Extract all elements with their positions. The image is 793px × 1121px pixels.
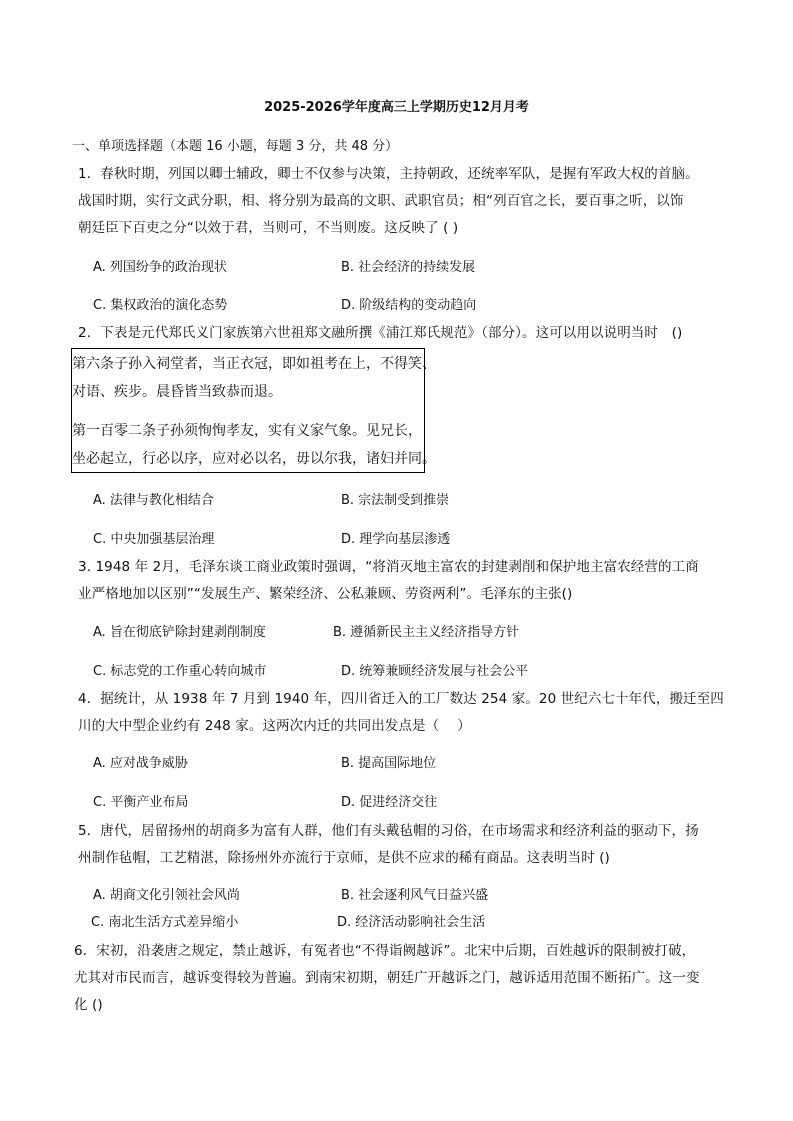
question-1-line-3: 朝廷臣下百吏之分“以效于君，当则可，不当则废。这反映了 ( )	[78, 220, 459, 236]
question-5-option-b[interactable]: B. 社会逐利风气日益兴盛	[341, 888, 489, 903]
question-2-option-d[interactable]: D. 理学向基层渗透	[341, 532, 451, 547]
question-4-line-1: 4．据统计，从 1938 年 7 月到 1940 年，四川省迁入的工厂数达 254 家。20 世纪六七十年代，搬迁至四	[78, 691, 724, 707]
question-3-option-d[interactable]: D. 统筹兼顾经济发展与社会公平	[341, 664, 529, 679]
question-6-line-1: 6．宋初，沿袭唐之规定，禁止越诉，有冤者也“不得诣阙越诉”。北宋中后期，百姓越诉的限制被打破，	[74, 943, 696, 959]
question-5-option-c[interactable]: C. 南北生活方式差异缩小	[91, 915, 239, 930]
question-4-option-d[interactable]: D. 促进经济交往	[341, 795, 438, 810]
question-5-line-1: 5．唐代，居留扬州的胡商多为富有人群，他们有头戴毡帽的习俗，在市场需求和经济利益的驱动下，扬	[78, 823, 699, 839]
quote-table	[71, 348, 436, 473]
question-2-line-1: 2．下表是元代郑氏义门家族第六世祖郑文融所撰《浦江郑氏规范》（部分）。这可以用以说明当时 ()	[78, 325, 683, 341]
question-5-line-2: 州制作毡帽，工艺精湛，除扬州外亦流行于京师，是供不应求的稀有商品。这表明当时 ()	[78, 850, 610, 866]
section-heading: 一、单项选择题（本题 16 小题，每题 3 分，共 48 分）	[72, 139, 399, 154]
question-1-line-2: 战国时期，实行文武分职，相、将分别为最高的文职、武职官员；相“列百官之长，要百事之听，以饰	[78, 193, 684, 209]
question-6-line-2: 尤其对市民而言，越诉变得较为普遍。到南宋初期，朝廷广开越诉之门，越诉适用范围不断拓广。这一变	[74, 970, 700, 986]
question-4-option-a[interactable]: A. 应对战争威胁	[93, 756, 188, 771]
question-3-line-2: 业严格地加以区别”“发展生产、繁荣经济、公私兼顾、劳资两利”。毛泽东的主张()	[78, 586, 573, 602]
question-3-option-b[interactable]: B. 遵循新民主主义经济指导方针	[333, 625, 520, 640]
question-4-option-c[interactable]: C. 平衡产业布局	[93, 795, 189, 810]
question-2-option-b[interactable]: B. 宗法制受到推崇	[341, 493, 450, 508]
page-title: 2025-2026学年度高三上学期历史12月月考	[264, 100, 529, 115]
quote-line-4: 坐必起立，行必以序，应对必以名，毋以尔我，诸妇并同。	[72, 451, 436, 467]
question-1-option-a[interactable]: A. 列国纷争的政治现状	[93, 260, 227, 275]
question-3-option-c[interactable]: C. 标志党的工作重心转向城市	[93, 664, 267, 679]
question-3-line-1: 3. 1948 年 2月，毛泽东谈工商业政策时强调，“将消灭地主富农的封建剥削和保护地主富农经营的工商	[78, 559, 699, 575]
quote-line-1: 第六条子孙入祠堂者，当正衣冠，即如祖考在上，不得笑、	[72, 356, 436, 372]
question-1-option-b[interactable]: B. 社会经济的持续发展	[341, 260, 476, 275]
quote-line-2: 对语、疾步。晨昏皆当致恭而退。	[72, 384, 282, 400]
quote-line-3: 第一百零二条子孙须恂恂孝友，实有义家气象。见兄长，	[72, 423, 422, 439]
question-4-line-2: 川的大中型企业约有 248 家。这两次内迁的共同出发点是（ ）	[78, 718, 471, 734]
question-5-option-d[interactable]: D. 经济活动影响社会生活	[337, 915, 486, 930]
question-5-option-a[interactable]: A. 胡商文化引领社会风尚	[93, 888, 240, 903]
question-1-option-d[interactable]: D. 阶级结构的变动趋向	[341, 298, 477, 313]
question-2-option-c[interactable]: C. 中央加强基层治理	[93, 532, 215, 547]
question-3-option-a[interactable]: A. 旨在彻底铲除封建剥削制度	[93, 625, 266, 640]
question-2-option-a[interactable]: A. 法律与教化相结合	[93, 493, 214, 508]
question-6-line-3: 化 ()	[74, 997, 103, 1013]
question-4-option-b[interactable]: B. 提高国际地位	[341, 756, 437, 771]
question-1-option-c[interactable]: C. 集权政治的演化态势	[93, 298, 228, 313]
question-1-line-1: 1．春秋时期，列国以卿士辅政，卿士不仅参与决策，主持朝政，还统率军队，是握有军政大权的首脑。	[78, 166, 699, 182]
